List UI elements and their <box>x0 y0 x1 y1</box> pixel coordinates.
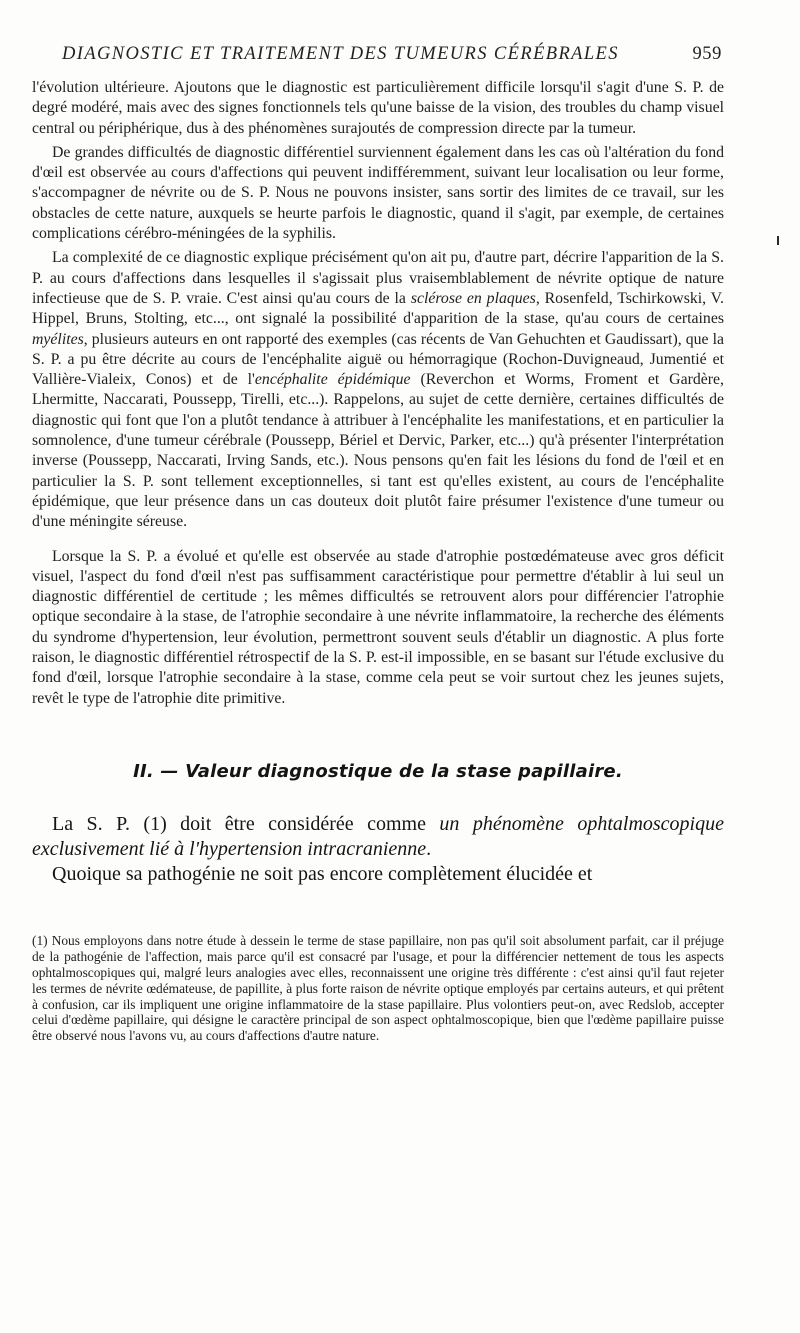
paragraph-3-emphasis-2: myélites <box>32 330 84 348</box>
paragraph-1: l'évolution ultérieure. Ajoutons que le diagnostic est particulièrement difficile lorsqu'il s'agit d'une S. P. de degré modéré, mais avec des signes fonctionnels tels qu'une baisse de la vision, des troubles du champ visuel central ou périphérique, dus à des phénomènes surajoutés de compression directe par la tumeur. <box>32 79 724 137</box>
margin-mark <box>777 236 779 245</box>
section-paragraph-1-emphasis: un phénomène ophtalmoscopique exclusivement lié à l'hypertension intracranienne <box>32 812 724 860</box>
paragraph-3-part-3: , plusieurs auteurs en ont rapporté des exemples (cas récents de Van Gehuchten et Gaudissart), que la S. P. a pu être décrite au cours de l'encéphalite aiguë ou hémorragique (Rochon-Duvigneaud, Jumentié et Vallière-Vialeix, Conos) et de l' <box>32 330 724 389</box>
paragraph-3 <box>32 248 724 532</box>
paragraph-3-part-4: (Reverchon et Worms, Froment et Gardère, Lhermitte, Naccarati, Poussepp, Tirelli, etc...). Rappelons, au sujet de cette dernière, certaines difficultés de diagnostic qui font que l'on a plutôt tendance à attribuer à l'encéphalite les manifestations, et en particulier la somnolence, d'une tumeur cérébrale (Poussepp, Bériel et Dervic, Parker, etc...) qu'à présenter l'interprétation inverse (Poussepp, Naccarati, Irving Sands, etc.). Nous pensons qu'en fait les lésions du fond de l'œil et en particulier la S. P. sont tellement exceptionnelles, si tant est qu'elles existent, au cours de l'encéphalite épidémique, que leur présence dans un cas douteux doit plutôt faire présumer l'existence d'une tumeur ou d'une méningite séreuse. <box>32 371 724 531</box>
section-paragraph-2: Quoique sa pathogénie ne soit pas encore complètement élucidée et <box>52 862 593 885</box>
footnote: (1) Nous employons dans notre étude à dessein le terme de stase papillaire, non pas qu'il soit absolument parfait, car il préjuge de la pathogénie de l'affection, mais parce qu'il est consacré par l'usage, et pour la différencier nettement de tous les aspects ophtalmoscopiques qui, malgré leurs analogies avec elles, reconnaissent une origine très différente : c'est ainsi qu'il faut rejeter les termes de névrite œdémateuse, de papillite, à plus forte raison de névrite optique employés par certains auteurs, et qui prêtent à confusion, car ils impliquent une origine inflammatoire de la stase papillaire. Plus volontiers peut-on, avec Redslob, accepter celui d'œdème papillaire, qui désigne le caractère principal de son aspect ophtalmoscopique, bien que l'œdème papillaire puisse être observé nous l'avons vu, au cours d'affections d'autre nature. <box>32 932 724 1044</box>
section-paragraph-1-part-2: . <box>426 837 432 860</box>
running-header <box>62 44 722 68</box>
section-title: II. — Valeur diagnostique de la stase papillaire. <box>133 760 623 782</box>
section-paragraph-1 <box>32 812 724 862</box>
paragraph-3-part-1: La complexité de ce diagnostic explique précisément qu'on ait pu, d'autre part, décrire l'apparition de la S. P. au cours d'affections dans lesquelles il s'agissait plus vraisemblablement de névrite optique de nature infectieuse que de S. P. vraie. C'est ainsi qu'au cours de la <box>32 249 724 307</box>
running-title: DIAGNOSTIC ET TRAITEMENT DES TUMEURS CÉRÉBRALES <box>62 44 619 64</box>
paragraph-4: Lorsque la S. P. a évolué et qu'elle est observée au stade d'atrophie postœdémateuse avec gros déficit visuel, l'aspect du fond d'œil n'est pas suffisamment caractéristique pour permettre d'établir à lui seul un diagnostic différentiel de certitude ; les mêmes difficultés se retrouvent alors pour différencier l'atrophie optique secondaire à la stase, de l'atrophie secondaire à une névrite inflammatoire, la recherche des éléments du syndrome d'hypertension, leur évolution, permettront souvent seuls d'établir un diagnostic. A plus forte raison, le diagnostic différentiel rétrospectif de la S. P. est-il impossible, en se basant sur l'étude exclusive du fond d'œil, lorsque l'atrophie secondaire à la stase, comme cela peut se voir surtout chez les jeunes sujets, revêt le type de l'atrophie dite primitive. <box>32 547 724 707</box>
section-paragraph-1-part-1: La S. P. (1) doit être considérée comme <box>52 812 440 835</box>
page-number: 959 <box>692 44 722 64</box>
paragraph-3-part-2: , Rosenfeld, Tschirkowski, V. Hippel, Bruns, Stolting, etc..., ont signalé la possibilité d'apparition de la stase, qu'au cours de certaines <box>32 289 725 328</box>
paragraph-3-emphasis-3: encéphalite épidémique <box>254 371 411 389</box>
paragraph-3-emphasis-1: sclérose en plaques <box>410 289 536 307</box>
page-body <box>32 78 724 1044</box>
paragraph-2: De grandes difficultés de diagnostic différentiel surviennent également dans les cas où l'altération du fond d'œil est observée au cours d'affections qui peuvent indifféremment, suivant leur localisation ou leur forme, s'accompagner de névrite ou de S. P. Nous ne pouvons insister, sans sortir des limites de ce travail, sur les obstacles de cette nature, auxquels se heurte parfois le diagnostic, quand il s'agit, par exemple, de certaines complications cérébro-méningées de la syphilis. <box>32 143 724 243</box>
